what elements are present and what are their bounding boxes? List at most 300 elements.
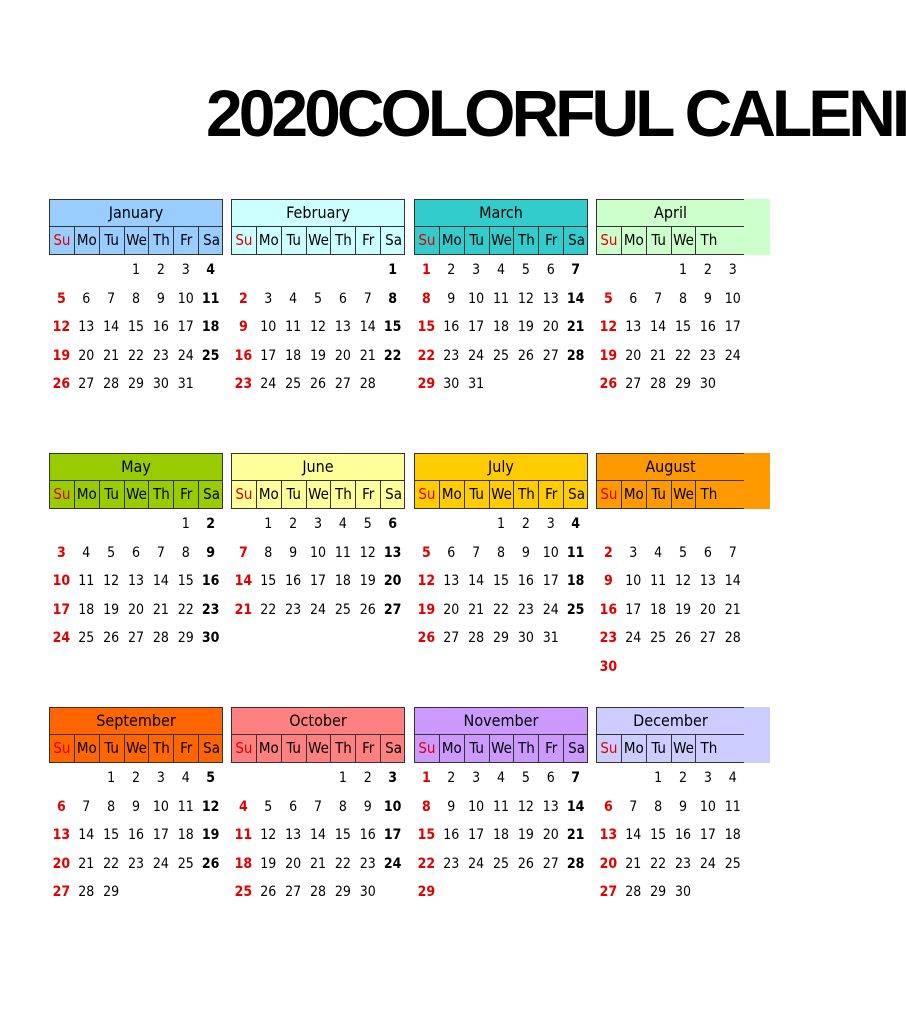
day-cell: 19 (674, 601, 692, 618)
day-cell: 17 (724, 319, 741, 336)
weekday-header-row (414, 481, 588, 509)
day-cell: 18 (201, 319, 220, 336)
day-cell: 19 (103, 601, 120, 618)
weekday-header-row (49, 481, 223, 509)
weekday-label: Sa (568, 485, 585, 503)
day-cell: 9 (132, 798, 141, 815)
weekday-label: Su (232, 735, 257, 762)
days-grid (231, 764, 405, 907)
day-cell: 27 (78, 376, 95, 393)
weekday-label: Th (331, 735, 356, 762)
day-cell: 16 (359, 827, 376, 844)
day-cell: 10 (260, 319, 277, 336)
day-cell: 5 (57, 290, 66, 307)
month-name: September (49, 707, 223, 735)
day-cell: 11 (177, 798, 194, 815)
day-cell: 26 (309, 376, 327, 393)
day-cell: 17 (152, 827, 169, 844)
day-cell: 20 (78, 347, 95, 364)
day-cell: 6 (546, 770, 555, 786)
day-cell: 2 (604, 544, 613, 561)
day-cell: 11 (201, 290, 220, 307)
day-cell: 13 (334, 319, 351, 336)
day-cell: 7 (728, 544, 737, 561)
day-cell: 27 (334, 376, 351, 393)
day-cell: 13 (542, 290, 559, 307)
weekday-label: Tu (465, 735, 490, 762)
day-cell: 10 (52, 573, 71, 590)
day-cell: 16 (599, 601, 618, 618)
day-cell: 20 (285, 855, 302, 872)
day-cell: 18 (724, 827, 741, 844)
day-cell: 2 (206, 516, 215, 532)
day-cell: 21 (78, 855, 95, 872)
weekday-label: Su (50, 735, 75, 762)
weekday-label: Su (232, 227, 257, 254)
day-cell: 6 (57, 798, 66, 815)
day-cell: 30 (443, 376, 460, 393)
day-cell: 14 (359, 319, 376, 336)
day-cell: 12 (201, 798, 220, 815)
day-cell: 21 (309, 855, 327, 872)
day-cell: 3 (472, 262, 481, 278)
day-cell: 9 (156, 290, 165, 307)
day-cell: 3 (156, 770, 165, 786)
day-cell: 2 (447, 770, 456, 786)
day-cell: 7 (654, 290, 663, 307)
day-cell: 21 (359, 347, 376, 364)
day-cell: 18 (285, 347, 302, 364)
day-cell: 15 (334, 827, 351, 844)
day-cell: 30 (152, 376, 169, 393)
day-cell: 12 (517, 290, 534, 307)
day-cell: 26 (517, 347, 534, 364)
day-cell: 5 (107, 544, 116, 561)
day-cell: 24 (52, 630, 71, 647)
day-cell: 18 (650, 601, 667, 618)
day-cell: 21 (468, 601, 485, 618)
day-cell: 25 (177, 855, 194, 872)
day-cell: 20 (599, 855, 618, 872)
day-cell: 2 (521, 516, 530, 532)
day-cell: 15 (417, 827, 436, 844)
weekday-label: Mo (257, 735, 282, 762)
weekday-label: Tu (647, 735, 672, 762)
weekday-label: Tu (282, 735, 307, 762)
day-cell: 4 (289, 290, 298, 307)
weekday-label: Th (700, 485, 718, 503)
day-cell: 13 (52, 827, 71, 844)
day-cell: 17 (625, 601, 642, 618)
weekday-label: Th (514, 481, 539, 508)
weekday-label: Tu (282, 481, 307, 508)
weekday-label: We (490, 227, 515, 254)
day-cell: 12 (359, 544, 376, 561)
day-cell: 15 (383, 319, 402, 336)
day-cell: 2 (132, 770, 141, 786)
day-cell: 5 (521, 262, 530, 278)
day-cell: 13 (285, 827, 302, 844)
day-cell: 26 (599, 376, 618, 393)
month-march (414, 199, 588, 399)
day-cell: 4 (728, 770, 737, 786)
day-cell: 19 (599, 347, 618, 364)
day-cell: 20 (699, 601, 716, 618)
day-cell: 12 (517, 798, 534, 815)
day-cell: 27 (599, 884, 618, 901)
day-cell: 17 (468, 827, 485, 844)
day-cell: 2 (289, 516, 298, 532)
day-cell: 24 (309, 601, 327, 618)
day-cell: 25 (78, 630, 95, 647)
day-cell: 3 (546, 516, 555, 532)
day-cell: 6 (629, 290, 638, 307)
days-grid (414, 764, 588, 907)
day-cell: 5 (314, 290, 323, 307)
day-cell: 26 (201, 855, 220, 872)
day-cell: 25 (285, 376, 302, 393)
day-cell: 14 (468, 573, 485, 590)
weekday-label: We (490, 481, 515, 508)
day-cell: 21 (650, 347, 667, 364)
day-cell: 27 (542, 855, 559, 872)
weekday-label: We (672, 227, 697, 254)
day-cell: 12 (674, 573, 692, 590)
weekday-header-row (49, 227, 223, 255)
day-cell: 13 (78, 319, 95, 336)
weekday-label: Mo (75, 735, 100, 762)
weekday-label: Th (331, 481, 356, 508)
weekday-label: Th (149, 227, 174, 254)
day-cell: 3 (57, 544, 66, 561)
weekday-label: Mo (75, 481, 100, 508)
weekday-label: Tu (465, 481, 490, 508)
day-cell: 25 (201, 347, 220, 364)
day-cell: 16 (201, 573, 220, 590)
weekday-header-row (596, 227, 744, 255)
day-cell: 23 (517, 601, 534, 618)
month-name: March (414, 199, 588, 227)
day-cell: 20 (334, 347, 351, 364)
weekday-label: We (672, 481, 697, 508)
day-cell: 6 (289, 798, 298, 815)
day-cell: 15 (492, 573, 510, 590)
day-cell: 5 (206, 770, 215, 786)
month-name: December (596, 707, 744, 735)
day-cell: 14 (724, 573, 741, 590)
day-cell: 8 (181, 544, 190, 561)
day-cell: 7 (314, 798, 323, 815)
day-cell: 18 (177, 827, 194, 844)
day-cell: 2 (447, 262, 456, 278)
day-cell: 2 (156, 262, 165, 278)
day-cell: 6 (132, 544, 141, 561)
day-cell: 16 (234, 347, 253, 364)
weekday-label: Th (700, 231, 718, 249)
day-cell: 27 (383, 601, 402, 618)
month-february (231, 199, 405, 399)
day-cell: 5 (264, 798, 273, 815)
day-cell: 29 (674, 376, 692, 393)
day-cell: 15 (260, 573, 277, 590)
day-cell: 13 (127, 573, 145, 590)
weekday-label: Sa (568, 231, 585, 249)
day-cell: 17 (468, 319, 485, 336)
day-cell: 1 (264, 516, 273, 532)
weekday-label: Fr (174, 481, 199, 508)
weekday-label: Mo (440, 735, 465, 762)
day-cell: 12 (52, 319, 71, 336)
month-name: November (414, 707, 588, 735)
day-cell: 18 (234, 855, 253, 872)
day-cell: 3 (629, 544, 638, 561)
day-cell: 10 (177, 290, 194, 307)
day-cell: 28 (152, 630, 169, 647)
day-cell: 14 (234, 573, 253, 590)
day-cell: 8 (679, 290, 688, 307)
day-cell: 8 (422, 798, 431, 815)
weekday-label: We (672, 735, 697, 762)
day-cell: 28 (724, 630, 741, 647)
day-cell: 8 (497, 544, 506, 561)
day-cell: 24 (625, 630, 642, 647)
day-cell: 30 (599, 658, 618, 675)
day-cell: 13 (443, 573, 460, 590)
day-cell: 30 (359, 884, 376, 901)
day-cell: 15 (103, 827, 120, 844)
day-cell: 23 (599, 630, 618, 647)
month-january (49, 199, 223, 399)
days-grid (231, 510, 405, 624)
day-cell: 4 (181, 770, 190, 786)
day-cell: 21 (724, 601, 741, 618)
days-grid (596, 256, 744, 399)
day-cell: 18 (566, 573, 585, 590)
day-cell: 9 (239, 319, 248, 336)
day-cell: 31 (177, 376, 194, 393)
weekday-header-row (49, 735, 223, 763)
weekday-header-row (414, 735, 588, 763)
day-cell: 7 (239, 544, 248, 561)
days-grid (414, 256, 588, 399)
day-cell: 27 (625, 376, 642, 393)
day-cell: 8 (264, 544, 273, 561)
day-cell: 21 (234, 601, 253, 618)
day-cell: 21 (625, 855, 642, 872)
day-cell: 2 (703, 262, 712, 278)
day-cell: 7 (629, 798, 638, 815)
day-cell: 27 (52, 884, 71, 901)
weekday-label: Fr (356, 735, 381, 762)
day-cell: 11 (492, 798, 510, 815)
day-cell: 1 (422, 770, 431, 786)
day-cell: 28 (650, 376, 667, 393)
days-grid (49, 764, 223, 907)
day-cell: 11 (78, 573, 95, 590)
day-cell: 21 (566, 827, 585, 844)
day-cell: 13 (599, 827, 618, 844)
month-name: August (596, 453, 744, 481)
day-cell: 12 (417, 573, 436, 590)
month-july (414, 453, 588, 653)
month-may (49, 453, 223, 653)
month-name: May (49, 453, 223, 481)
day-cell: 22 (492, 601, 510, 618)
day-cell: 25 (724, 855, 741, 872)
day-cell: 3 (181, 262, 190, 278)
weekday-label: Sa (385, 485, 402, 503)
day-cell: 20 (542, 319, 559, 336)
day-cell: 23 (201, 601, 220, 618)
day-cell: 16 (674, 827, 692, 844)
weekday-label: Fr (539, 481, 564, 508)
weekday-label: Su (415, 735, 440, 762)
weekday-label: Mo (622, 227, 647, 254)
day-cell: 4 (206, 262, 215, 278)
day-cell: 1 (497, 516, 506, 532)
day-cell: 24 (152, 855, 169, 872)
day-cell: 28 (78, 884, 95, 901)
day-cell: 7 (107, 290, 116, 307)
day-cell: 27 (542, 347, 559, 364)
day-cell: 23 (234, 376, 253, 393)
day-cell: 5 (422, 544, 431, 561)
weekday-header-row (231, 735, 405, 763)
day-cell: 16 (443, 319, 460, 336)
day-cell: 6 (703, 544, 712, 561)
day-cell: 4 (497, 262, 506, 278)
day-cell: 31 (468, 376, 485, 393)
day-cell: 22 (383, 347, 402, 364)
day-cell: 31 (542, 630, 559, 647)
weekday-label: Mo (75, 227, 100, 254)
day-cell: 17 (260, 347, 277, 364)
day-cell: 23 (443, 855, 460, 872)
day-cell: 15 (650, 827, 667, 844)
day-cell: 25 (334, 601, 351, 618)
day-cell: 17 (699, 827, 716, 844)
day-cell: 24 (177, 347, 194, 364)
day-cell: 22 (127, 347, 145, 364)
day-cell: 19 (201, 827, 220, 844)
day-cell: 11 (492, 290, 510, 307)
day-cell: 13 (383, 544, 402, 561)
weekday-header-row (596, 481, 744, 509)
weekday-label: Sa (385, 739, 402, 757)
weekday-label: Sa (568, 739, 585, 757)
day-cell: 9 (604, 573, 613, 590)
day-cell: 22 (417, 855, 436, 872)
day-cell: 16 (517, 573, 534, 590)
day-cell: 23 (699, 347, 716, 364)
days-grid (596, 764, 744, 907)
day-cell: 13 (699, 573, 716, 590)
day-cell: 20 (383, 573, 402, 590)
day-cell: 9 (206, 544, 215, 561)
day-cell: 6 (447, 544, 456, 561)
weekday-label: Fr (356, 227, 381, 254)
day-cell: 30 (201, 630, 220, 647)
day-cell: 26 (674, 630, 692, 647)
day-cell: 15 (127, 319, 145, 336)
day-cell: 17 (383, 827, 402, 844)
day-cell: 29 (492, 630, 510, 647)
weekday-label: Th (149, 481, 174, 508)
day-cell: 17 (177, 319, 194, 336)
day-cell: 11 (724, 798, 741, 815)
day-cell: 15 (417, 319, 436, 336)
weekday-label: We (125, 481, 150, 508)
day-cell: 10 (724, 290, 741, 307)
day-cell: 17 (309, 573, 327, 590)
day-cell: 14 (78, 827, 95, 844)
day-cell: 23 (359, 855, 376, 872)
day-cell: 21 (152, 601, 169, 618)
day-cell: 23 (127, 855, 145, 872)
day-cell: 21 (103, 347, 120, 364)
weekday-label: Fr (356, 481, 381, 508)
day-cell: 14 (103, 319, 120, 336)
day-cell: 10 (625, 573, 642, 590)
day-cell: 16 (127, 827, 145, 844)
day-cell: 20 (443, 601, 460, 618)
day-cell: 1 (388, 262, 397, 278)
day-cell: 27 (443, 630, 460, 647)
weekday-label: We (125, 735, 150, 762)
weekday-label: Fr (174, 227, 199, 254)
weekday-label: Fr (539, 735, 564, 762)
month-november (414, 707, 588, 907)
day-cell: 29 (417, 376, 436, 393)
day-cell: 15 (674, 319, 692, 336)
day-cell: 22 (177, 601, 194, 618)
day-cell: 22 (674, 347, 692, 364)
day-cell: 25 (234, 884, 253, 901)
day-cell: 7 (571, 770, 580, 786)
day-cell: 11 (285, 319, 302, 336)
day-cell: 14 (152, 573, 169, 590)
day-cell: 1 (107, 770, 116, 786)
day-cell: 23 (152, 347, 169, 364)
day-cell: 10 (542, 544, 559, 561)
weekday-label: Mo (622, 481, 647, 508)
weekday-label: Mo (440, 481, 465, 508)
day-cell: 7 (363, 290, 372, 307)
weekday-label: Su (597, 227, 622, 254)
day-cell: 8 (132, 290, 141, 307)
day-cell: 24 (383, 855, 402, 872)
day-cell: 28 (359, 376, 376, 393)
day-cell: 3 (728, 262, 737, 278)
day-cell: 7 (156, 544, 165, 561)
day-cell: 30 (699, 376, 716, 393)
day-cell: 24 (468, 347, 485, 364)
day-cell: 19 (417, 601, 436, 618)
day-cell: 20 (52, 855, 71, 872)
month-name: February (231, 199, 405, 227)
day-cell: 9 (447, 290, 456, 307)
day-cell: 10 (383, 798, 402, 815)
days-grid (49, 256, 223, 399)
day-cell: 22 (260, 601, 277, 618)
day-cell: 29 (650, 884, 667, 901)
month-december (596, 707, 744, 907)
weekday-label: We (307, 227, 332, 254)
day-cell: 18 (492, 319, 510, 336)
day-cell: 20 (625, 347, 642, 364)
day-cell: 16 (699, 319, 716, 336)
day-cell: 24 (260, 376, 277, 393)
